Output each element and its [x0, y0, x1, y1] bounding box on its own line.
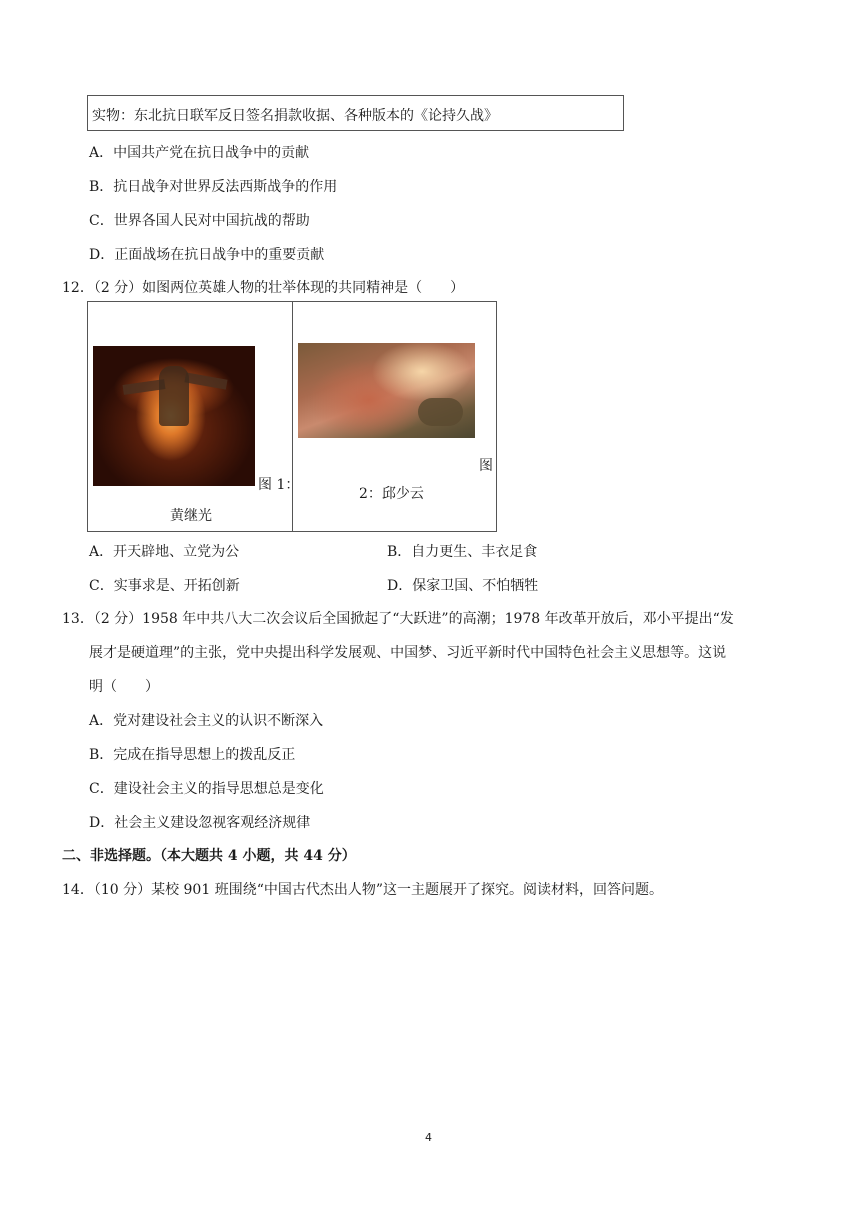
q13-line-1: 13．（2 分）1958 年中共八大二次会议后全国掀起了“大跃进”的高潮；1978 年改革开放后，邓小平提出“发 — [62, 611, 734, 627]
q11-option-b: B．抗日战争对世界反法西斯战争的作用 — [89, 179, 338, 195]
page-number: 4 — [425, 1131, 432, 1144]
section-total-score: 44 — [303, 848, 323, 864]
q12-option-b: B．自力更生、丰衣足食 — [387, 544, 538, 560]
figure-divider — [292, 302, 293, 531]
figure-2-caption-b: 2：邱少云 — [359, 486, 424, 502]
figure-table — [87, 301, 497, 532]
material-box — [87, 95, 624, 131]
q12-option-a: A．开天辟地、立党为公 — [89, 544, 240, 560]
section-heading — [62, 845, 356, 865]
q12-option-d: D．保家卫国、不怕牺牲 — [387, 578, 539, 594]
q13-line-2: 展才是硬道理”的主张，党中央提出科学发展观、中国梦、习近平新时代中国特色社会主义思想等。这说 — [89, 645, 727, 661]
q13-option-c: C．建设社会主义的指导思想总是变化 — [89, 781, 324, 797]
figure-1-image — [93, 346, 255, 486]
figure-2-image — [298, 343, 475, 438]
q11-option-c: C．世界各国人民对中国抗战的帮助 — [89, 213, 310, 229]
section-heading-mid: 小题，共 — [237, 848, 304, 864]
q12-option-c: C．实事求是、开拓创新 — [89, 578, 240, 594]
q12-stem: 12．（2 分）如图两位英雄人物的壮举体现的共同精神是（ ） — [62, 280, 465, 296]
q14-stem: 14．（10 分）某校 901 班围绕“中国古代杰出人物”这一主题展开了探究。阅读材料，回答问题。 — [62, 882, 664, 898]
figure-1-caption-a: 图 1： — [258, 477, 300, 493]
q13-option-a: A．党对建设社会主义的认识不断深入 — [89, 713, 324, 729]
figure-1-caption-b: 黄继光 — [170, 508, 212, 524]
figure-2-caption-a: 图 — [479, 458, 493, 474]
q13-option-d: D．社会主义建设忽视客观经济规律 — [89, 815, 311, 831]
section-heading-prefix: 二、非选择题。（本大题共 — [62, 848, 228, 864]
q13-line-3: 明（ ） — [89, 679, 159, 695]
material-text: 实物：东北抗日联军反日签名捐款收据、各种版本的《论持久战》 — [92, 108, 498, 124]
section-question-count: 4 — [227, 848, 238, 864]
q13-option-b: B．完成在指导思想上的拨乱反正 — [89, 747, 296, 763]
q11-option-d: D．正面战场在抗日战争中的重要贡献 — [89, 247, 325, 263]
q11-option-a: A．中国共产党在抗日战争中的贡献 — [89, 145, 310, 161]
section-heading-suffix: 分） — [322, 848, 356, 864]
